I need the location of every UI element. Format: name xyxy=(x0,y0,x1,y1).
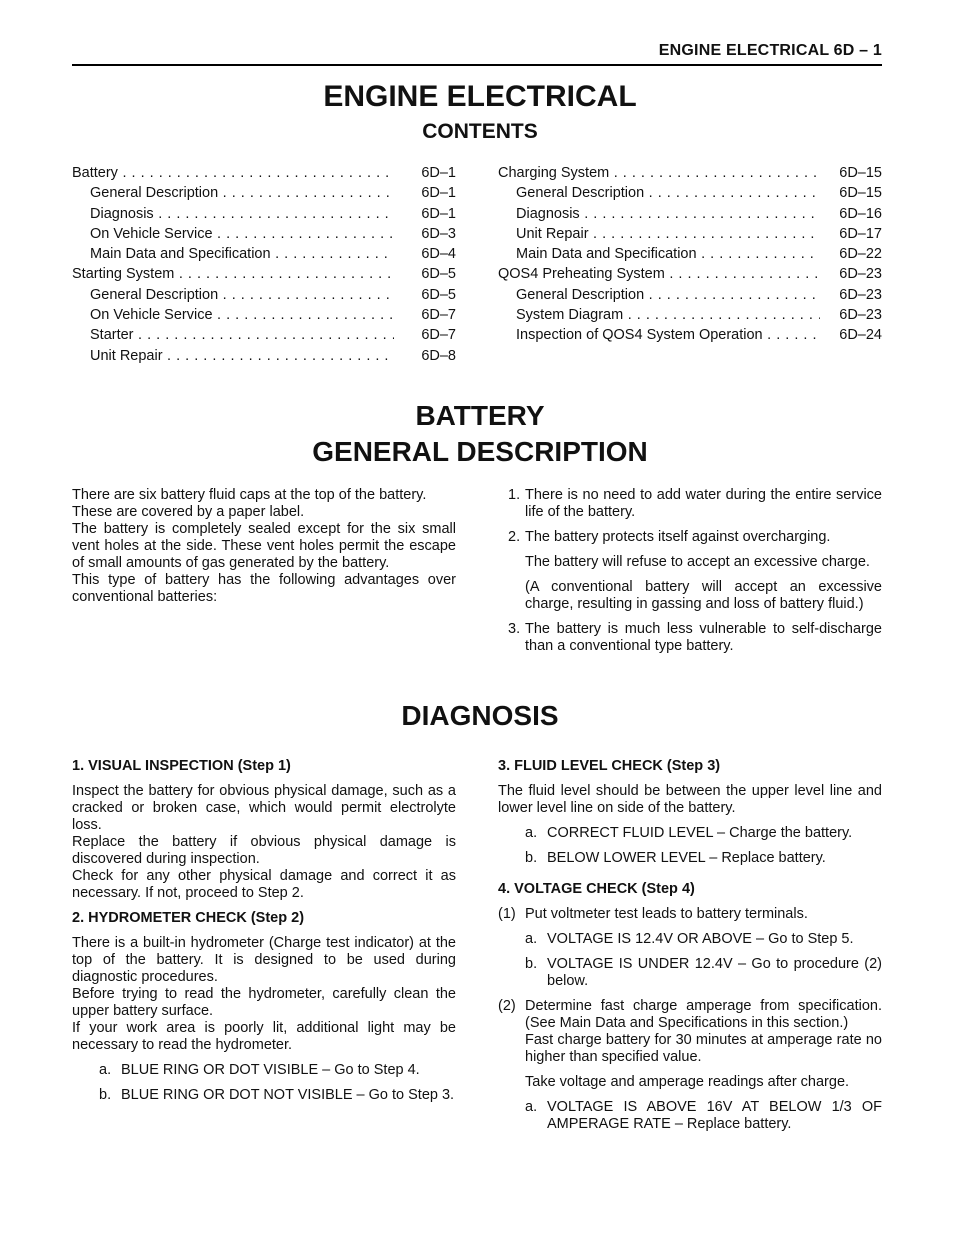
paragraph: There are six battery fluid caps at the top of the battery. xyxy=(72,487,427,503)
toc-entry[interactable] xyxy=(498,305,882,325)
toc-label: Battery . . . xyxy=(72,163,394,183)
paragraph: The battery will refuse to accept an excessive charge. xyxy=(525,554,870,570)
step-heading: 1. VISUAL INSPECTION (Step 1) xyxy=(72,758,291,774)
paragraph: If your work area is poorly lit, additional light may be necessary to read the hydrometer. xyxy=(72,1020,456,1053)
list-letter: a. xyxy=(525,825,538,841)
paragraph: (A conventional battery will accept an excessive charge, resulting in gassing and loss of battery fluid.) xyxy=(525,579,882,612)
toc-page: 6D–23 xyxy=(822,285,882,305)
toc-label: General Description . . . xyxy=(516,183,820,203)
toc-page: 6D–1 xyxy=(396,163,456,183)
toc-entry[interactable] xyxy=(72,183,456,203)
list-item xyxy=(498,956,882,990)
list-item xyxy=(72,1087,456,1104)
toc-label: General Description . . . xyxy=(516,285,820,305)
paragraph: The fluid level should be between the upper level line and lower level line on side of the battery. xyxy=(498,783,882,816)
list-text: There is no need to add water during the entire service life of the battery. xyxy=(525,487,882,520)
toc-entry[interactable] xyxy=(72,346,456,366)
list-text: VOLTAGE IS 12.4V OR ABOVE – Go to Step 5. xyxy=(547,931,854,947)
toc-page: 6D–7 xyxy=(396,325,456,345)
toc-entry[interactable] xyxy=(72,163,456,183)
paragraph: Before trying to read the hydrometer, carefully clean the upper battery surface. xyxy=(72,986,456,1019)
step-heading: 4. VOLTAGE CHECK (Step 4) xyxy=(498,881,695,897)
toc-entry[interactable] xyxy=(498,204,882,224)
list-text: BLUE RING OR DOT NOT VISIBLE – Go to Step 3. xyxy=(121,1087,455,1103)
toc-page: 6D–23 xyxy=(822,264,882,284)
toc-label: On Vehicle Service . . . xyxy=(90,305,394,325)
toc-entry[interactable] xyxy=(72,204,456,224)
list-text: CORRECT FLUID LEVEL – Charge the battery. xyxy=(547,825,853,841)
list-item xyxy=(498,1099,882,1133)
toc-left-column xyxy=(72,163,456,366)
toc-label: System Diagram . . . xyxy=(516,305,820,325)
list-item xyxy=(498,621,882,655)
list-item xyxy=(498,529,882,546)
general-description-title: GENERAL DESCRIPTION xyxy=(312,436,648,467)
toc-entry[interactable] xyxy=(498,163,882,183)
contents-title: CONTENTS xyxy=(422,120,538,143)
toc-page: 6D–23 xyxy=(822,305,882,325)
header-rule xyxy=(72,64,882,66)
list-letter: a. xyxy=(525,931,538,947)
page-title: ENGINE ELECTRICAL xyxy=(323,80,637,113)
toc-entry[interactable] xyxy=(498,224,882,244)
list-number: 1. xyxy=(508,487,521,503)
toc-label: General Description . . . xyxy=(90,285,394,305)
list-letter: b. xyxy=(525,956,538,972)
toc-entry[interactable] xyxy=(72,264,456,284)
toc-label: Main Data and Specification . . . xyxy=(90,244,394,264)
paragraph: Check for any other physical damage and correct it as necessary. If not, proceed to Step 2. xyxy=(72,868,456,901)
toc-label: General Description . . . xyxy=(90,183,394,203)
toc-page: 6D–3 xyxy=(396,224,456,244)
general-description-right xyxy=(498,487,882,655)
toc-page: 6D–24 xyxy=(822,325,882,345)
toc-label: Diagnosis . . . xyxy=(90,204,394,224)
toc-page: 6D–5 xyxy=(396,285,456,305)
list-text: BELOW LOWER LEVEL – Replace battery. xyxy=(547,850,826,866)
step-heading: 2. HYDROMETER CHECK (Step 2) xyxy=(72,910,305,926)
toc-page: 6D–16 xyxy=(822,204,882,224)
paragraph: Replace the battery if obvious physical damage is discovered during inspection. xyxy=(72,834,456,867)
list-letter: b. xyxy=(99,1087,112,1103)
toc-page: 6D–1 xyxy=(396,204,456,224)
list-item xyxy=(498,931,882,948)
paragraph: Take voltage and amperage readings after charge. xyxy=(525,1074,850,1090)
toc-entry[interactable] xyxy=(72,244,456,264)
list-item xyxy=(498,850,882,867)
toc-right-column xyxy=(498,163,882,346)
toc-label: Main Data and Specification . . . xyxy=(516,244,820,264)
list-item xyxy=(498,906,882,923)
toc-entry[interactable] xyxy=(498,183,882,203)
paragraph: This type of battery has the following advantages over conventional batteries: xyxy=(72,572,456,605)
list-text: Determine fast charge amperage from specification. (See Main Data and Specifications in this section.) xyxy=(525,998,882,1031)
list-text: The battery protects itself against overcharging. xyxy=(525,529,831,545)
list-letter: a. xyxy=(99,1062,112,1078)
toc-entry[interactable] xyxy=(498,325,882,345)
list-text: BLUE RING OR DOT VISIBLE – Go to Step 4. xyxy=(121,1062,420,1078)
list-number: 2. xyxy=(508,529,521,545)
toc-page: 6D–1 xyxy=(396,183,456,203)
toc-label: Inspection of QOS4 System Operation . . . xyxy=(516,325,820,345)
toc-page: 6D–17 xyxy=(822,224,882,244)
toc-page: 6D–5 xyxy=(396,264,456,284)
list-number: (2) xyxy=(498,998,516,1014)
toc-page: 6D–22 xyxy=(822,244,882,264)
toc-label: Unit Repair . . . xyxy=(516,224,820,244)
list-item xyxy=(72,1062,456,1079)
list-item xyxy=(498,487,882,521)
toc-entry[interactable] xyxy=(498,244,882,264)
toc-entry[interactable] xyxy=(72,285,456,305)
paragraph: There is a built-in hydrometer (Charge test indicator) at the top of the battery. It is designed to be used during diagnostic procedures. xyxy=(72,935,456,985)
list-letter: b. xyxy=(525,850,538,866)
toc-label: Starting System . . . xyxy=(72,264,394,284)
list-text: Put voltmeter test leads to battery terminals. xyxy=(525,906,808,922)
toc-entry[interactable] xyxy=(72,224,456,244)
toc-page: 6D–7 xyxy=(396,305,456,325)
toc-page: 6D–15 xyxy=(822,163,882,183)
diagnosis-left xyxy=(72,758,456,1104)
toc-label: Charging System . . . xyxy=(498,163,820,183)
toc-label: On Vehicle Service . . . xyxy=(90,224,394,244)
toc-label: Starter . . . xyxy=(90,325,394,345)
battery-section-title: BATTERY xyxy=(415,400,545,431)
paragraph: The battery is completely sealed except for the six small vent holes at the side. These vent holes permit the escape of small amounts of gas generated by the battery. xyxy=(72,521,456,571)
paragraph: Inspect the battery for obvious physical damage, such as a cracked or broken case, which would permit electrolyte loss. xyxy=(72,783,456,833)
list-item xyxy=(498,825,882,842)
diagnosis-right xyxy=(498,758,882,1133)
list-text: VOLTAGE IS ABOVE 16V AT BELOW 1/3 OF AMPERAGE RATE – Replace battery. xyxy=(547,1099,882,1132)
list-number: (1) xyxy=(498,906,516,922)
diagnosis-title: DIAGNOSIS xyxy=(401,700,559,731)
paragraph: Fast charge battery for 30 minutes at amperage rate no higher than specified value. xyxy=(525,1032,882,1065)
toc-page: 6D–4 xyxy=(396,244,456,264)
list-letter: a. xyxy=(525,1099,538,1115)
toc-entry[interactable] xyxy=(72,305,456,325)
list-item xyxy=(498,998,882,1032)
toc-page: 6D–8 xyxy=(396,346,456,366)
toc-entry[interactable] xyxy=(498,285,882,305)
list-text: The battery is much less vulnerable to self-discharge than a conventional type battery. xyxy=(525,621,882,654)
running-header: ENGINE ELECTRICAL 6D – 1 xyxy=(658,42,882,59)
toc-entry[interactable] xyxy=(72,325,456,345)
step-heading: 3. FLUID LEVEL CHECK (Step 3) xyxy=(498,758,721,774)
toc-label: QOS4 Preheating System . . . xyxy=(498,264,820,284)
list-number: 3. xyxy=(508,621,521,637)
general-description-left xyxy=(72,487,456,606)
toc-label: Diagnosis . . . xyxy=(516,204,820,224)
paragraph: These are covered by a paper label. xyxy=(72,504,305,520)
list-text: VOLTAGE IS UNDER 12.4V – Go to procedure (2) below. xyxy=(547,956,882,989)
toc-label: Unit Repair . . . xyxy=(90,346,394,366)
toc-entry[interactable] xyxy=(498,264,882,284)
toc-page: 6D–15 xyxy=(822,183,882,203)
